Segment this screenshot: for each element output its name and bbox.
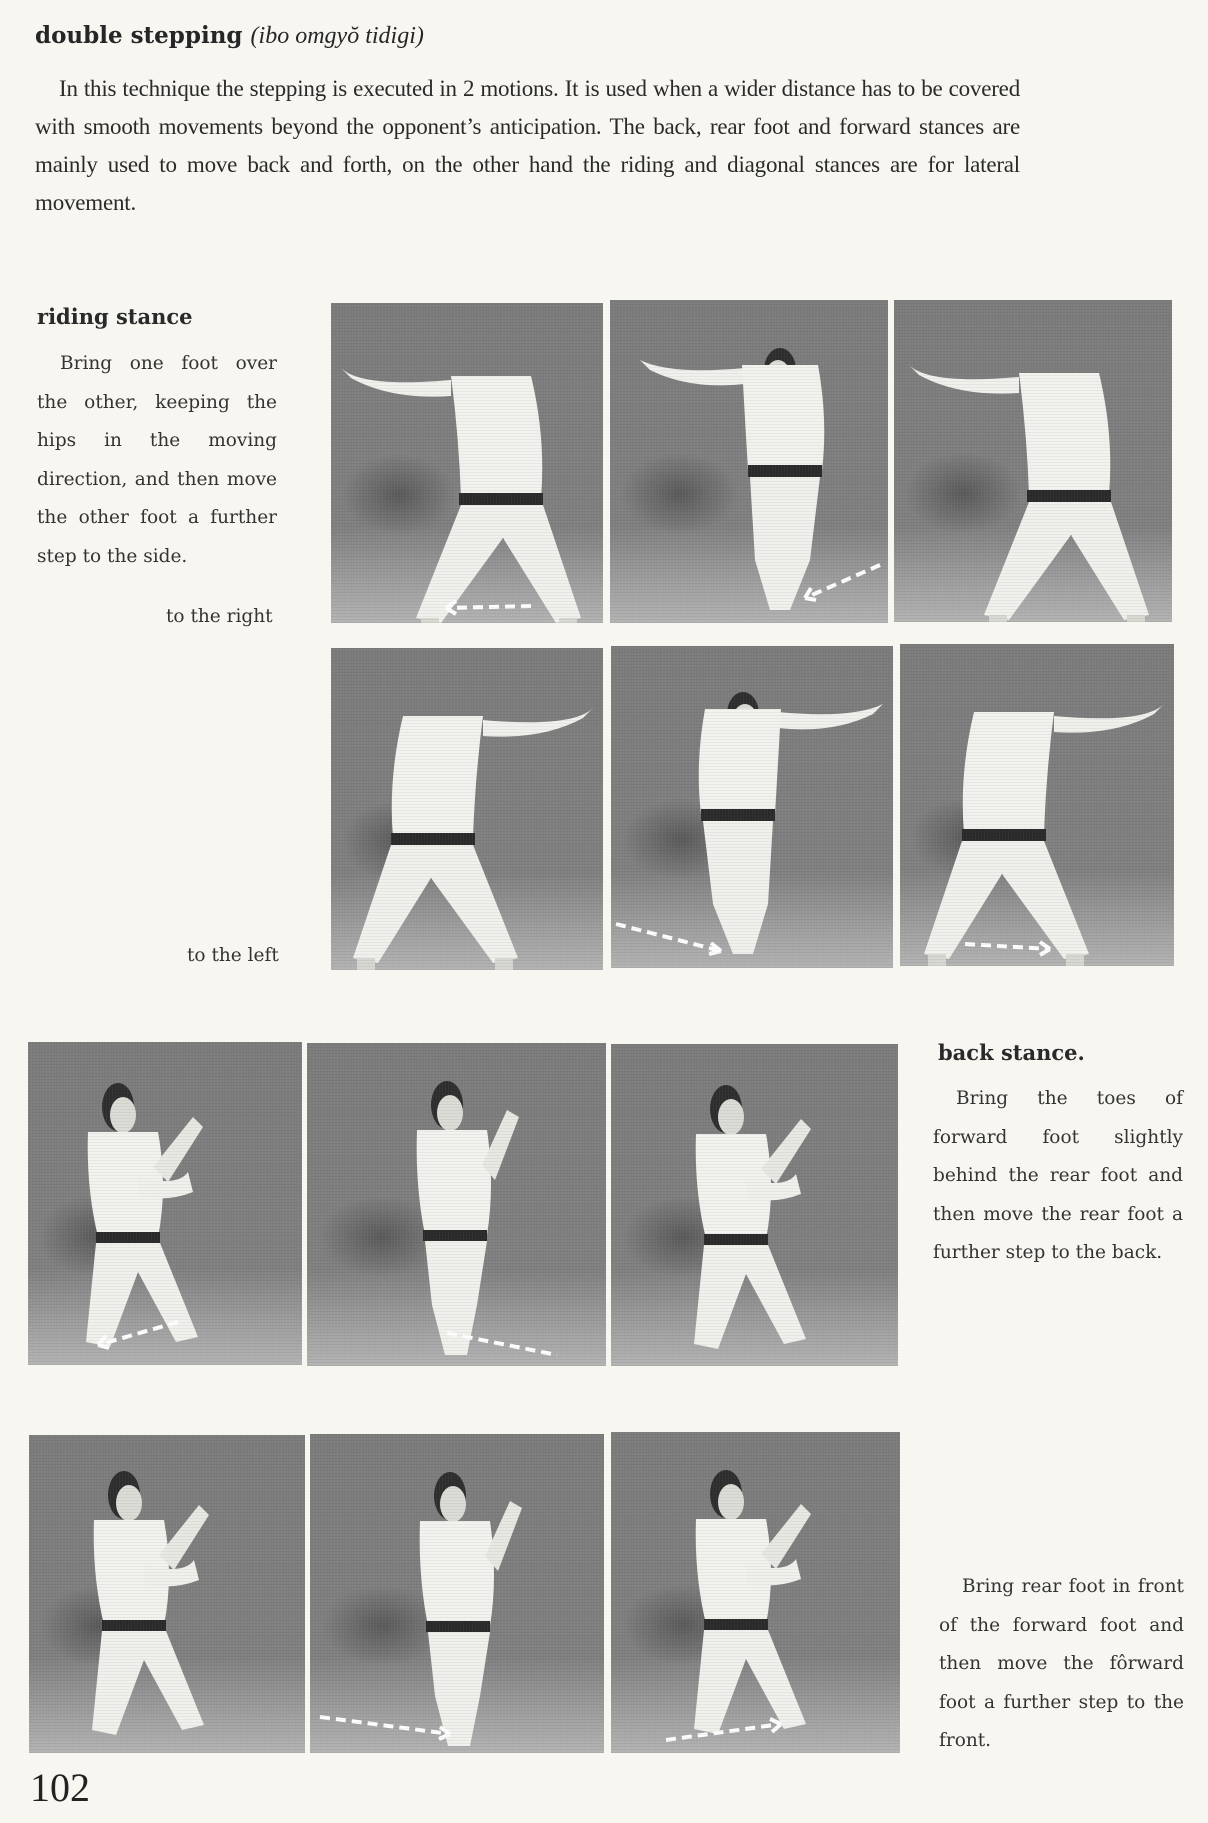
photo-back-stance-3 — [611, 1044, 898, 1366]
photo-riding-left-1 — [331, 648, 603, 970]
karateka-figure-icon — [611, 1432, 900, 1753]
caption-to-the-right: to the right — [166, 606, 273, 627]
karateka-figure-icon — [310, 1434, 604, 1753]
photo-riding-right-1 — [331, 303, 603, 623]
arrow-right-icon — [320, 1717, 450, 1739]
arrow-right-icon — [965, 942, 1050, 955]
arrow-right-icon — [666, 1719, 781, 1740]
karateka-figure-icon — [894, 300, 1172, 622]
riding-stance-description: Bring one foot over the other, keeping the hips in the moving direction, and then move the other foot a further step to the side. — [37, 353, 277, 567]
photo-riding-left-3 — [900, 644, 1174, 966]
karateka-figure-icon — [610, 300, 888, 623]
forward-step-description: Bring rear foot in front of the forward foot and then move the fôrward foot a further step to the front. — [939, 1576, 1184, 1751]
caption-to-the-left: to the left — [187, 945, 279, 966]
photo-back-stance-2 — [307, 1043, 606, 1366]
back-stance-heading: back stance. — [938, 1040, 1085, 1065]
arrow-right-icon — [616, 924, 721, 954]
karateka-figure-icon — [611, 1044, 898, 1366]
photo-forward-step-1 — [29, 1435, 305, 1753]
riding-stance-heading: riding stance — [37, 304, 193, 329]
arrow-left-icon — [446, 601, 531, 614]
title-text: double stepping — [35, 22, 243, 49]
karateka-figure-icon — [331, 648, 603, 970]
photo-forward-step-3 — [611, 1432, 900, 1753]
karateka-figure-icon — [331, 303, 603, 623]
karateka-figure-icon — [28, 1042, 302, 1365]
karateka-figure-icon — [900, 644, 1174, 966]
photo-riding-right-3 — [894, 300, 1172, 622]
title-native-term: (ibo omgyŏ tidigi) — [250, 23, 424, 49]
karateka-figure-icon — [29, 1435, 305, 1753]
back-stance-description: Bring the toes of forward foot slightly behind the rear foot and then move the rear foot a further step to the back. — [933, 1088, 1183, 1263]
karateka-figure-icon — [611, 646, 893, 968]
photo-forward-step-2 — [310, 1434, 604, 1753]
photo-riding-left-2 — [611, 646, 893, 968]
page-number: 102 — [30, 1765, 90, 1810]
photo-back-stance-1 — [28, 1042, 302, 1365]
karateka-figure-icon — [307, 1043, 606, 1366]
arrow-down-left-icon — [805, 565, 880, 600]
page-title — [35, 22, 424, 50]
intro-paragraph: In this technique the stepping is executed in 2 motions. It is used when a wider distance has to be covered with smooth movements beyond the opponent’s anticipation. The back, rear foot and forward stances are mainly used to move back and forth, on the other hand the riding and diagonal stances are for lateral movement. — [35, 76, 1020, 215]
photo-riding-right-2 — [610, 300, 888, 623]
